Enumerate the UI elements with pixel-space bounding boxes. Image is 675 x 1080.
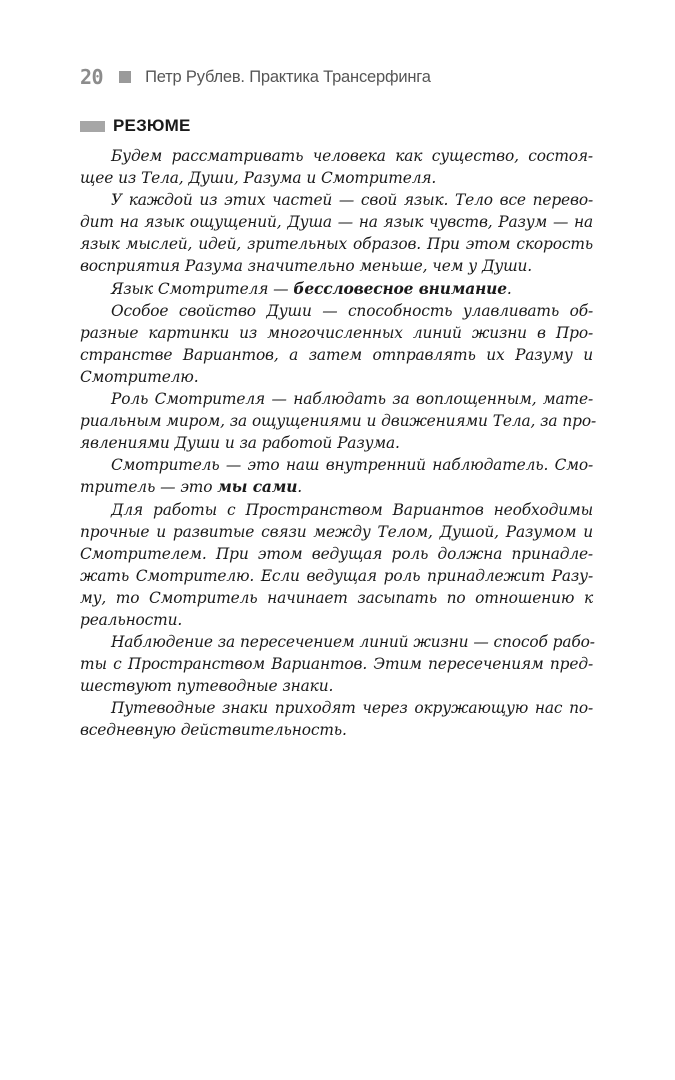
text-line: Смотрителю. xyxy=(80,367,199,386)
text-line: шествуют путеводные знаки. xyxy=(80,677,334,696)
text-line: Для работы с Пространством Вариантов необходимы xyxy=(111,500,593,519)
heading-bar-icon xyxy=(80,121,105,132)
text-span: Язык Смотрителя — xyxy=(111,279,294,298)
header-square-icon xyxy=(119,71,131,83)
paragraph xyxy=(80,388,597,454)
text-line: дит на язык ощущений, Душа — на язык чувств, Разум — на xyxy=(80,213,593,232)
paragraph xyxy=(80,189,593,277)
text-line: Смотрителем. При этом ведущая роль должна принадле- xyxy=(80,544,593,563)
paragraph xyxy=(80,300,593,388)
text-line: Будем рассматривать человека как существо, состоя- xyxy=(111,147,593,165)
text-line xyxy=(80,476,593,498)
text-line: риальным миром, за ощущениями и движениями Тела, за про- xyxy=(80,412,597,431)
section-title: РЕЗЮМЕ xyxy=(113,116,191,135)
text-line: явлениями Души и за работой Разума. xyxy=(80,434,400,453)
text-span: тритель — это xyxy=(80,478,218,497)
section-heading xyxy=(80,114,191,138)
paragraph xyxy=(80,697,593,741)
text-line: Особое свойство Души — способность улавливать об- xyxy=(111,301,593,320)
text-line: Смотритель — это наш внутренний наблюдатель. Смо- xyxy=(111,456,593,475)
paragraph xyxy=(80,145,593,189)
text-line: ты с Пространством Вариантов. Этим пересечениям пред- xyxy=(80,655,593,674)
text-line: У каждой из этих частей — свой язык. Тело все перево- xyxy=(111,191,593,210)
paragraph xyxy=(80,454,593,498)
text-line: Роль Смотрителя — наблюдать за воплощенным, мате- xyxy=(111,390,593,409)
text-line: прочные и развитые связи между Телом, Душой, Разумом и xyxy=(80,522,593,541)
text-line: Путеводные знаки приходят через окружающую нас по- xyxy=(111,699,593,718)
emphasis-text: бессловесное внимание xyxy=(293,279,507,298)
paragraph xyxy=(80,278,593,300)
text-line: реальности. xyxy=(80,610,183,629)
text-span: . xyxy=(297,478,303,497)
text-line: Наблюдение за пересечением линий жизни — способ рабо- xyxy=(111,633,595,652)
text-line: язык мыслей, идей, зрительных образов. При этом скорость xyxy=(80,235,593,254)
summary-body xyxy=(80,145,597,742)
text-line: щее из Тела, Души, Разума и Смотрителя. xyxy=(80,169,437,188)
paragraph xyxy=(80,499,593,632)
book-title: Петр Рублев. Практика Трансерфинга xyxy=(145,67,431,86)
text-line: му, то Смотритель начинает засыпать по отношению к xyxy=(80,588,593,607)
text-line: вседневную действительность. xyxy=(80,721,347,740)
text-line: разные картинки из многочисленных линий жизни в Про- xyxy=(80,323,593,342)
paragraph xyxy=(80,631,593,697)
emphasis-text: мы сами xyxy=(217,478,298,497)
text-line: жать Смотрителю. Если ведущая роль принадлежит Разу- xyxy=(80,566,593,585)
text-line: восприятия Разума значительно меньше, чем у Души. xyxy=(80,257,533,276)
running-header xyxy=(80,64,431,90)
page-number: 20 xyxy=(80,65,104,89)
text-line xyxy=(80,278,593,300)
text-line: странстве Вариантов, а затем отправлять их Разуму и xyxy=(80,345,593,364)
text-span: . xyxy=(506,279,512,298)
